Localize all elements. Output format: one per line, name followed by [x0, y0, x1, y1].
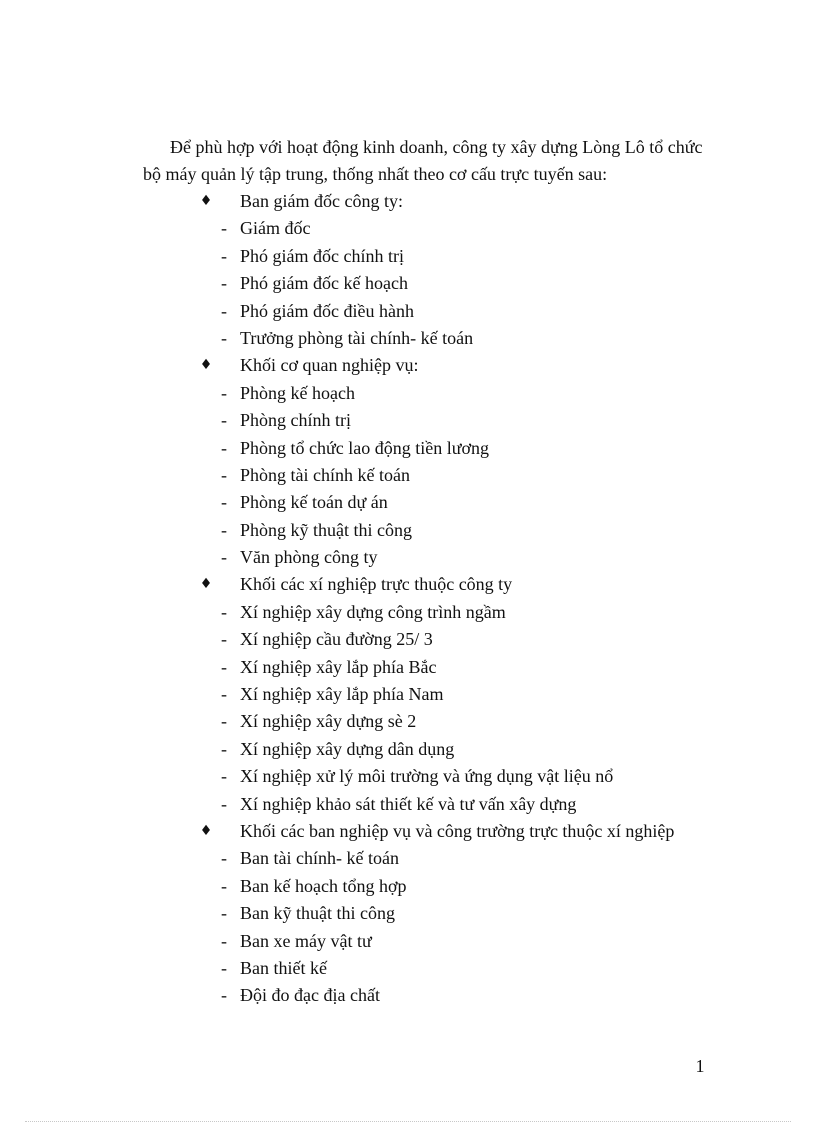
- intro-paragraph: Để phù hợp với hoạt động kinh doanh, công ty xây dựng Lòng Lô tổ chức bộ máy quản lý tập trung, thống nhất theo cơ cấu trực tuyến sau:: [143, 137, 703, 184]
- list-item: [0, 325, 816, 352]
- list-item-text: Phòng chính trị: [240, 410, 351, 431]
- section-2: [0, 352, 816, 571]
- list-item-text: Phòng tài chính kế toán: [240, 464, 410, 485]
- list-item-text: Xí nghiệp xây lắp phía Bắc: [240, 656, 437, 677]
- section-heading: Khối các ban nghiệp vụ và công trường trực thuộc xí nghiệp: [240, 820, 675, 841]
- dash-bullet: -: [221, 629, 227, 650]
- list-item-text: Xí nghiệp khảo sát thiết kế và tư vấn xây dựng: [240, 793, 577, 814]
- dash-bullet: -: [221, 464, 227, 485]
- list-item: [0, 517, 816, 544]
- list-item: [0, 763, 816, 790]
- org-structure-list: [0, 188, 816, 1010]
- list-item: [0, 489, 816, 516]
- list-item: [0, 380, 816, 407]
- dash-bullet: -: [221, 492, 227, 513]
- list-item-text: Xí nghiệp xử lý môi trường và ứng dụng vật liệu nổ: [240, 766, 614, 787]
- dash-bullet: -: [221, 218, 227, 239]
- list-item: [0, 982, 816, 1009]
- list-item-text: Giám đốc: [240, 218, 311, 239]
- diamond-bullet-icon: ♦: [199, 576, 213, 593]
- diamond-bullet-icon: ♦: [199, 193, 213, 209]
- list-item: [0, 736, 816, 763]
- list-item-text: Phó giám đốc điều hành: [240, 300, 414, 321]
- list-item-text: Trưởng phòng tài chính- kế toán: [240, 327, 474, 348]
- dash-bullet: -: [221, 875, 227, 896]
- list-item-text: Đội đo đạc địa chất: [240, 985, 380, 1006]
- diamond-bullet-icon: ♦: [199, 357, 213, 374]
- dash-bullet: -: [221, 957, 227, 978]
- list-item-text: Phòng kỹ thuật thi công: [240, 519, 412, 540]
- list-item: [0, 407, 816, 434]
- list-item: [0, 654, 816, 681]
- list-item: [0, 873, 816, 900]
- dash-bullet: -: [221, 519, 227, 540]
- dash-bullet: -: [221, 273, 227, 294]
- section-heading-row: [0, 571, 816, 598]
- dash-bullet: -: [221, 245, 227, 266]
- section-heading-row: [0, 188, 816, 215]
- dash-bullet: -: [221, 601, 227, 622]
- list-item: [0, 462, 816, 489]
- section-heading: Ban giám đốc công ty:: [240, 191, 403, 211]
- dash-bullet: -: [221, 684, 227, 705]
- list-item: [0, 544, 816, 571]
- list-item: [0, 900, 816, 927]
- list-item-text: Phòng kế hoạch: [240, 382, 355, 403]
- dash-bullet: -: [221, 903, 227, 924]
- list-item-text: Ban xe máy vật tư: [240, 930, 372, 951]
- dash-bullet: -: [221, 848, 227, 869]
- dash-bullet: -: [221, 547, 227, 568]
- list-item: [0, 298, 816, 325]
- list-item-text: Xí nghiệp xây lắp phía Nam: [240, 684, 444, 705]
- dash-bullet: -: [221, 327, 227, 348]
- dash-bullet: -: [221, 656, 227, 677]
- list-item: [0, 215, 816, 242]
- list-item: [0, 791, 816, 818]
- dash-bullet: -: [221, 738, 227, 759]
- section-heading: Khối các xí nghiệp trực thuộc công ty: [240, 574, 513, 595]
- dash-bullet: -: [221, 985, 227, 1006]
- section-heading-row: [0, 818, 816, 845]
- section-heading-row: [0, 352, 816, 379]
- list-item: [0, 681, 816, 708]
- list-item-text: Ban tài chính- kế toán: [240, 848, 399, 869]
- list-item: [0, 928, 816, 955]
- footer-dotted-rule: [25, 1121, 791, 1122]
- list-item: [0, 708, 816, 735]
- list-item-text: Văn phòng công ty: [240, 547, 378, 568]
- list-item-text: Xí nghiệp xây dựng công trình ngầm: [240, 601, 506, 622]
- dash-bullet: -: [221, 382, 227, 403]
- dash-bullet: -: [221, 711, 227, 732]
- list-item-text: Phòng tổ chức lao động tiền lương: [240, 437, 490, 458]
- section-heading: Khối cơ quan nghiệp vụ:: [240, 355, 419, 376]
- list-item-text: Ban kỹ thuật thi công: [240, 903, 395, 924]
- section-3: [0, 571, 816, 818]
- list-item-text: Xí nghiệp xây dựng dân dụng: [240, 738, 455, 759]
- list-item-text: Phó giám đốc kế hoạch: [240, 273, 408, 294]
- list-item: [0, 243, 816, 270]
- list-item: [0, 599, 816, 626]
- list-item-text: Xí nghiệp cầu đường 25/ 3: [240, 629, 433, 650]
- list-item-text: Xí nghiệp xây dựng sè 2: [240, 711, 417, 732]
- dash-bullet: -: [221, 437, 227, 458]
- list-item: [0, 435, 816, 462]
- dash-bullet: -: [221, 766, 227, 787]
- diamond-bullet-icon: ♦: [199, 822, 213, 839]
- list-item: [0, 845, 816, 872]
- dash-bullet: -: [221, 300, 227, 321]
- list-item: [0, 270, 816, 297]
- list-item-text: Phòng kế toán dự án: [240, 492, 388, 513]
- list-item-text: Ban thiết kế: [240, 957, 327, 978]
- list-item-text: Ban kế hoạch tổng hợp: [240, 875, 407, 896]
- dash-bullet: -: [221, 410, 227, 431]
- dash-bullet: -: [221, 793, 227, 814]
- dash-bullet: -: [221, 930, 227, 951]
- section-4: [0, 818, 816, 1010]
- section-1: [0, 188, 816, 352]
- list-item: [0, 955, 816, 982]
- list-item: [0, 626, 816, 653]
- page-number: 1: [695, 1056, 705, 1076]
- list-item-text: Phó giám đốc chính trị: [240, 245, 404, 266]
